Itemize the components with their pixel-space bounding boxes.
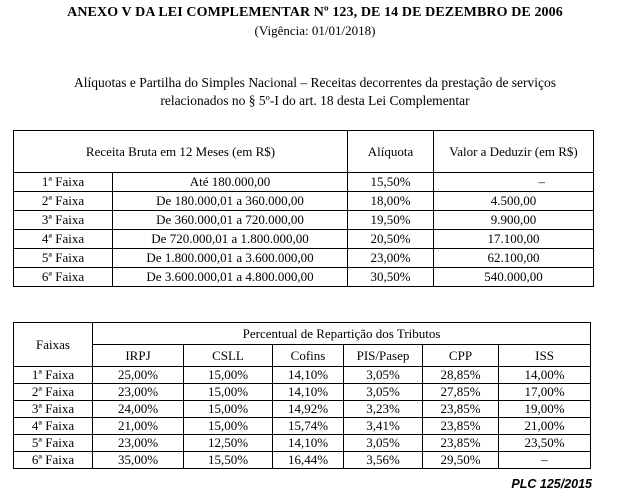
table-row [14, 452, 591, 469]
header-csll: CSLL [184, 345, 273, 367]
cell-receita: De 720.000,01 a 1.800.000,00 [113, 230, 348, 249]
table-row [14, 249, 594, 268]
cell-pis: 3,05% [344, 384, 423, 401]
cell-faixa: 1ª Faixa [14, 173, 113, 192]
cell-cpp: 23,85% [423, 401, 499, 418]
cell-iss: 23,50% [499, 435, 591, 452]
cell-irpj: 23,00% [93, 435, 184, 452]
cell-faixa: 2ª Faixa [14, 192, 113, 211]
header-cofins: Cofins [273, 345, 344, 367]
header-faixas: Faixas [14, 323, 93, 367]
cell-pis: 3,23% [344, 401, 423, 418]
table-row [14, 384, 591, 401]
cell-faixa: 5ª Faixa [14, 435, 93, 452]
table-row [14, 230, 594, 249]
cell-csll: 15,00% [184, 418, 273, 435]
document-subtitle: (Vigência: 01/01/2018) [254, 23, 376, 38]
cell-cofins: 14,92% [273, 401, 344, 418]
table-row [14, 435, 591, 452]
cell-iss: 17,00% [499, 384, 591, 401]
table-row [14, 418, 591, 435]
cell-irpj: 35,00% [93, 452, 184, 469]
cell-csll: 15,50% [184, 452, 273, 469]
cell-deduzir: 4.500,00 [434, 192, 594, 211]
header-cpp: CPP [423, 345, 499, 367]
cell-faixa: 4ª Faixa [14, 230, 113, 249]
cell-receita: De 3.600.000,01 a 4.800.000,00 [113, 268, 348, 287]
cell-cofins: 16,44% [273, 452, 344, 469]
cell-aliquota: 18,00% [348, 192, 434, 211]
cell-faixa: 3ª Faixa [14, 211, 113, 230]
cell-iss: 21,00% [499, 418, 591, 435]
cell-pis: 3,05% [344, 367, 423, 384]
table-row [14, 211, 594, 230]
cell-irpj: 23,00% [93, 384, 184, 401]
table-subheader-row [14, 345, 591, 367]
cell-faixa: 1ª Faixa [14, 367, 93, 384]
cell-aliquota: 19,50% [348, 211, 434, 230]
cell-iss: 19,00% [499, 401, 591, 418]
cell-faixa: 3ª Faixa [14, 401, 93, 418]
header-pis-pasep: PIS/Pasep [344, 345, 423, 367]
cell-deduzir: 62.100,00 [434, 249, 594, 268]
cell-csll: 15,00% [184, 384, 273, 401]
cell-deduzir: – [434, 173, 594, 192]
cell-deduzir: 540.000,00 [434, 268, 594, 287]
cell-faixa: 2ª Faixa [14, 384, 93, 401]
header-iss: ISS [499, 345, 591, 367]
aliquotas-table [13, 130, 594, 287]
header-receita-bruta: Receita Bruta em 12 Meses (em R$) [14, 131, 348, 173]
table-row [14, 401, 591, 418]
cell-irpj: 21,00% [93, 418, 184, 435]
cell-cpp: 28,85% [423, 367, 499, 384]
table-row [14, 268, 594, 287]
cell-cpp: 23,85% [423, 435, 499, 452]
cell-cofins: 15,74% [273, 418, 344, 435]
footer-reference: PLC 125/2015 [511, 477, 592, 491]
table-row [14, 173, 594, 192]
cell-cofins: 14,10% [273, 435, 344, 452]
cell-aliquota: 30,50% [348, 268, 434, 287]
cell-aliquota: 20,50% [348, 230, 434, 249]
cell-cofins: 14,10% [273, 384, 344, 401]
cell-receita: De 1.800.000,01 a 3.600.000,00 [113, 249, 348, 268]
cell-deduzir: 17.100,00 [434, 230, 594, 249]
intro-line-1: Alíquotas e Partilha do Simples Nacional – Receitas decorrentes da prestação de serviços [73, 75, 557, 90]
cell-faixa: 5ª Faixa [14, 249, 113, 268]
table-header-row [14, 131, 594, 173]
intro-paragraph [0, 74, 630, 110]
cell-iss: 14,00% [499, 367, 591, 384]
cell-csll: 15,00% [184, 401, 273, 418]
header-valor-deduzir: Valor a Deduzir (em R$) [434, 131, 594, 173]
cell-receita: Até 180.000,00 [113, 173, 348, 192]
cell-cpp: 29,50% [423, 452, 499, 469]
cell-pis: 3,05% [344, 435, 423, 452]
cell-aliquota: 23,00% [348, 249, 434, 268]
cell-pis: 3,56% [344, 452, 423, 469]
cell-faixa: 6ª Faixa [14, 268, 113, 287]
cell-cpp: 23,85% [423, 418, 499, 435]
cell-aliquota: 15,50% [348, 173, 434, 192]
header-percentual-group: Percentual de Repartição dos Tributos [93, 323, 591, 345]
header-irpj: IRPJ [93, 345, 184, 367]
cell-cofins: 14,10% [273, 367, 344, 384]
cell-csll: 12,50% [184, 435, 273, 452]
cell-pis: 3,41% [344, 418, 423, 435]
cell-irpj: 25,00% [93, 367, 184, 384]
intro-line-2: relacionados no § 5º-I do art. 18 desta Lei Complementar [160, 93, 470, 108]
header-aliquota: Alíquota [348, 131, 434, 173]
cell-cpp: 27,85% [423, 384, 499, 401]
cell-iss: – [499, 452, 591, 469]
table-row [14, 192, 594, 211]
table-row [14, 367, 591, 384]
reparticao-tributos-table [13, 322, 591, 469]
cell-faixa: 6ª Faixa [14, 452, 93, 469]
cell-receita: De 180.000,01 a 360.000,00 [113, 192, 348, 211]
cell-irpj: 24,00% [93, 401, 184, 418]
cell-receita: De 360.000,01 a 720.000,00 [113, 211, 348, 230]
table-header-row [14, 323, 591, 345]
document-title: ANEXO V DA LEI COMPLEMENTAR Nº 123, DE 14 DE DEZEMBRO DE 2006 [67, 5, 563, 20]
cell-csll: 15,00% [184, 367, 273, 384]
cell-deduzir: 9.900,00 [434, 211, 594, 230]
cell-faixa: 4ª Faixa [14, 418, 93, 435]
